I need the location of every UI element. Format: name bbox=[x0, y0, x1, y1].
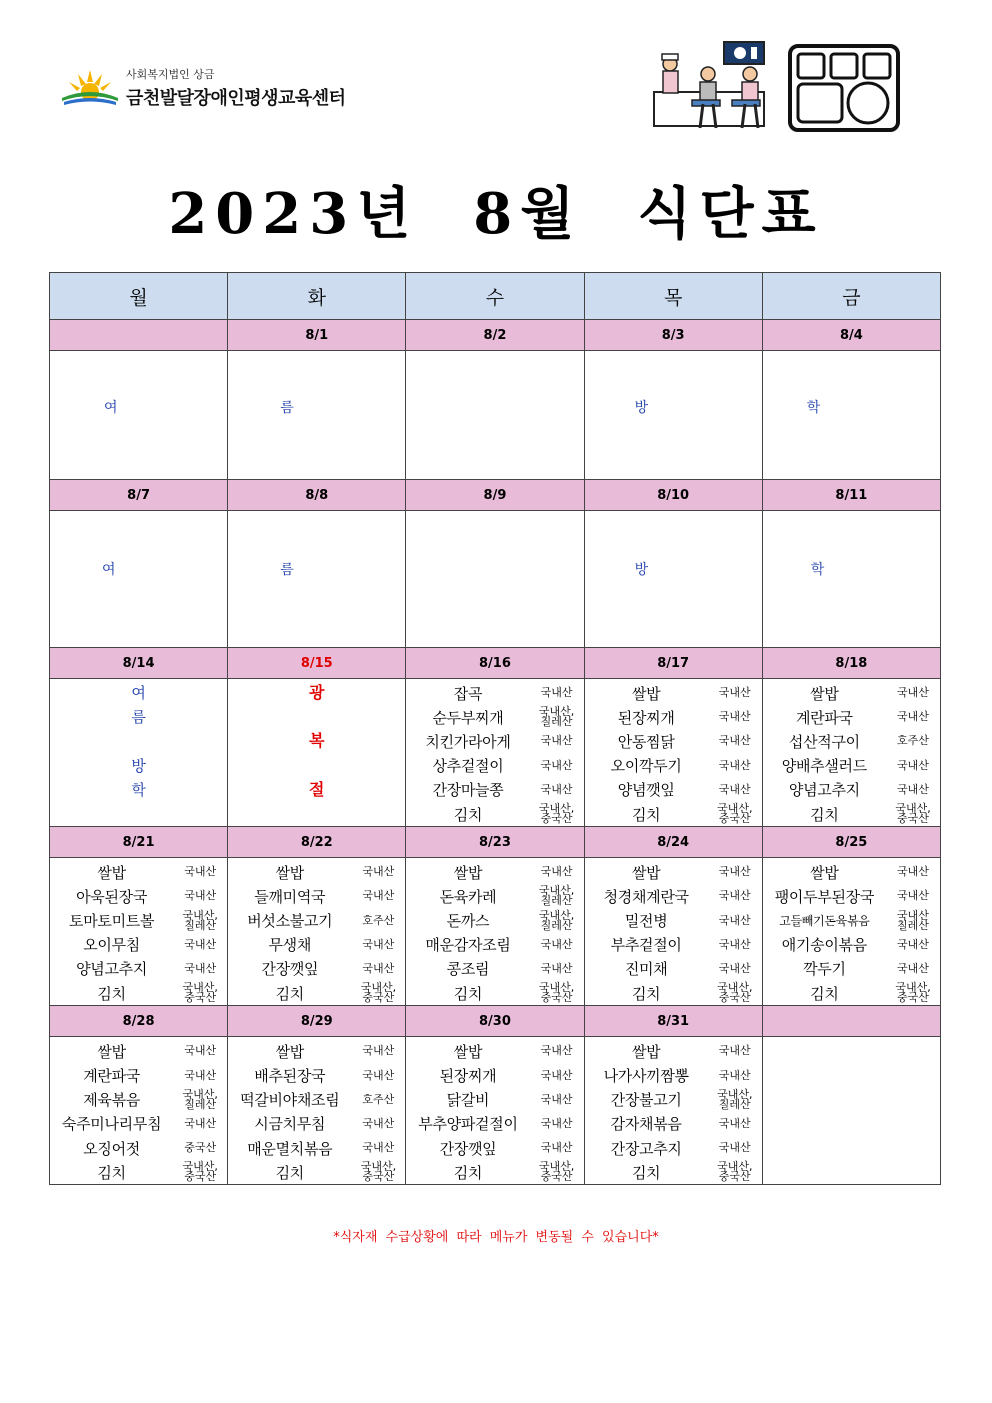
food-name: 쌀밥 bbox=[275, 1042, 304, 1061]
menu-item bbox=[50, 1160, 227, 1184]
food-name: 돈육카레 bbox=[439, 887, 497, 906]
food-name: 김치 bbox=[453, 805, 483, 824]
menu-change-notice: *식자재 수급상황에 따라 메뉴가 변동될 수 있습니다* bbox=[333, 1230, 659, 1245]
food-name: 돈까스 bbox=[446, 912, 490, 931]
origin-label: 국내산 bbox=[184, 1044, 217, 1058]
food-name: 양배추샐러드 bbox=[781, 757, 867, 776]
vacation-char: 학 bbox=[131, 780, 146, 799]
origin-label: 국내산 bbox=[540, 1068, 573, 1082]
menu-item bbox=[50, 981, 227, 1005]
menu-cell bbox=[584, 351, 762, 480]
food-name: 김치 bbox=[810, 984, 839, 1003]
day-header-thu: 목 bbox=[584, 273, 762, 320]
food-name: 김치 bbox=[275, 1163, 304, 1182]
origin-label: 국내산, 중국산 bbox=[717, 981, 753, 1005]
menu-item bbox=[50, 884, 227, 908]
menu-item bbox=[585, 1088, 762, 1112]
food-name: 쌀밥 bbox=[97, 1042, 126, 1061]
vacation-char: 름 bbox=[280, 400, 294, 416]
menu-item bbox=[228, 884, 405, 908]
day-header-fri: 금 bbox=[762, 273, 940, 320]
origin-label: 국내산 bbox=[184, 937, 217, 951]
menu-item bbox=[228, 933, 405, 957]
menu-item bbox=[406, 681, 583, 705]
origin-label: 호주산 bbox=[362, 913, 395, 927]
menu-item bbox=[228, 860, 405, 884]
food-name: 떡갈비야채조림 bbox=[240, 1091, 340, 1110]
vacation-char: 학 bbox=[806, 400, 821, 416]
food-name: 김치 bbox=[97, 1163, 126, 1182]
holiday-char: 복 bbox=[309, 731, 325, 751]
food-name: 김치 bbox=[97, 984, 126, 1003]
menu-item bbox=[406, 754, 583, 778]
menu-item bbox=[406, 909, 583, 933]
origin-label: 국내산, 중국산 bbox=[182, 981, 218, 1005]
menu-cell bbox=[584, 858, 762, 1006]
menu-item bbox=[585, 778, 762, 802]
holiday-char: 절 bbox=[309, 779, 325, 799]
origin-label: 국내산 bbox=[718, 889, 751, 903]
menu-cell bbox=[50, 679, 228, 827]
food-name: 계란파국 bbox=[795, 708, 853, 727]
menu-item bbox=[406, 1112, 583, 1136]
date-cell: 8/3 bbox=[584, 320, 762, 351]
date-cell: 8/11 bbox=[762, 480, 940, 511]
origin-label: 국내산 bbox=[362, 889, 395, 903]
menu-item bbox=[763, 909, 940, 933]
date-cell: 8/29 bbox=[228, 1006, 406, 1037]
menu-item bbox=[406, 1039, 583, 1063]
date-cell: 8/14 bbox=[50, 648, 228, 679]
origin-label: 국내산 bbox=[897, 710, 929, 724]
menu-item bbox=[50, 1063, 227, 1087]
menu-item bbox=[585, 729, 762, 753]
origin-label: 국내산, 중국산 bbox=[895, 981, 931, 1005]
menu-item bbox=[228, 1088, 405, 1112]
menu-item bbox=[228, 1112, 405, 1136]
menu-item bbox=[585, 957, 762, 981]
food-name: 숙주미나리무침 bbox=[61, 1115, 162, 1134]
menu-item bbox=[50, 1039, 227, 1063]
menu-item bbox=[406, 705, 583, 729]
menu-item bbox=[763, 778, 940, 802]
origin-label: 국내산 칠레산 bbox=[897, 908, 929, 932]
menu-cell bbox=[50, 351, 228, 480]
menu-item bbox=[585, 933, 762, 957]
origin-label: 국내산 bbox=[718, 1044, 751, 1058]
origin-label: 국내산 bbox=[718, 710, 751, 724]
menu-item bbox=[406, 1088, 583, 1112]
date-cell: 8/18 bbox=[762, 648, 940, 679]
menu-cell bbox=[762, 1037, 940, 1185]
food-name: 양념고추지 bbox=[76, 960, 148, 979]
food-name: 부추겉절이 bbox=[610, 936, 682, 955]
food-name: 간장고추지 bbox=[610, 1139, 682, 1158]
date-cell: 8/30 bbox=[406, 1006, 584, 1037]
date-cell: 8/4 bbox=[762, 320, 940, 351]
origin-label: 중국산 bbox=[184, 1141, 217, 1155]
menu-item bbox=[585, 909, 762, 933]
date-cell: 8/9 bbox=[406, 480, 584, 511]
menu-cell bbox=[762, 511, 940, 648]
food-name: 아욱된장국 bbox=[76, 887, 148, 906]
origin-label: 국내산 bbox=[718, 1141, 751, 1155]
origin-label: 국내산, 칠레산 bbox=[538, 705, 575, 729]
vacation-char: 방 bbox=[634, 400, 649, 416]
origin-label: 국내산 bbox=[362, 1044, 395, 1058]
menu-item bbox=[228, 957, 405, 981]
food-name: 부추양파겉절이 bbox=[418, 1115, 518, 1134]
menu-item bbox=[406, 802, 583, 826]
menu-item bbox=[50, 1136, 227, 1160]
menu-item bbox=[763, 860, 940, 884]
menu-item bbox=[50, 933, 227, 957]
food-name: 계란파국 bbox=[83, 1067, 140, 1086]
origin-label: 국내산 bbox=[362, 961, 395, 975]
menu-cell bbox=[406, 1037, 584, 1185]
menu-item bbox=[50, 1112, 227, 1136]
origin-label: 국내산, 칠레산 bbox=[182, 908, 218, 932]
date-cell bbox=[50, 320, 228, 351]
date-cell: 8/1 bbox=[228, 320, 406, 351]
menu-cell bbox=[228, 679, 406, 827]
menu-cell bbox=[50, 1037, 228, 1185]
food-name: 버섯소불고기 bbox=[247, 912, 333, 931]
menu-item bbox=[406, 729, 583, 753]
menu-item bbox=[585, 1063, 762, 1087]
menu-item bbox=[763, 802, 940, 826]
holiday-char: 광 bbox=[309, 683, 325, 702]
food-name: 된장찌개 bbox=[617, 708, 675, 727]
food-name: 섭산적구이 bbox=[788, 732, 860, 751]
date-cell: 8/17 bbox=[584, 648, 762, 679]
date-cell: 8/28 bbox=[50, 1006, 228, 1037]
origin-label: 국내산 bbox=[184, 1116, 217, 1130]
origin-label: 국내산 bbox=[362, 1116, 395, 1130]
food-name: 치킨가라아게 bbox=[425, 732, 511, 751]
menu-item bbox=[585, 681, 762, 705]
menu-item bbox=[585, 802, 762, 826]
food-name: 김치 bbox=[631, 984, 661, 1003]
meal-tray-icon bbox=[788, 44, 900, 132]
menu-item bbox=[763, 754, 940, 778]
food-name: 김치 bbox=[631, 1163, 661, 1182]
date-cell: 8/22 bbox=[228, 827, 406, 858]
date-cell: 8/23 bbox=[406, 827, 584, 858]
food-name: 매운감자조림 bbox=[425, 936, 511, 955]
date-cell bbox=[762, 1006, 940, 1037]
origin-label: 국내산, 중국산 bbox=[717, 1160, 753, 1184]
origin-label: 국내산 bbox=[540, 782, 573, 796]
vacation-char: 학 bbox=[810, 562, 825, 578]
menu-item bbox=[585, 860, 762, 884]
menu-cell bbox=[406, 858, 584, 1006]
food-name: 쌀밥 bbox=[453, 863, 483, 882]
menu-item bbox=[763, 705, 940, 729]
menu-item bbox=[763, 957, 940, 981]
food-name: 매운멸치볶음 bbox=[247, 1139, 333, 1158]
origin-label: 국내산 bbox=[184, 961, 217, 975]
origin-label: 국내산 bbox=[718, 913, 751, 927]
origin-label: 국내산 bbox=[897, 865, 929, 879]
food-name: 김치 bbox=[453, 984, 483, 1003]
menu-item bbox=[763, 681, 940, 705]
origin-label: 국내산, 칠레산 bbox=[182, 1087, 218, 1111]
food-name: 간장불고기 bbox=[610, 1091, 682, 1110]
food-name: 양념깻잎 bbox=[617, 781, 675, 800]
origin-label: 국내산 bbox=[540, 865, 573, 879]
origin-label: 국내산 bbox=[184, 1068, 217, 1082]
origin-label: 국내산, 중국산 bbox=[895, 802, 931, 826]
day-header-tue: 화 bbox=[228, 273, 406, 320]
origin-label: 국내산, 중국산 bbox=[360, 1160, 397, 1184]
food-name: 상추겉절이 bbox=[432, 757, 504, 776]
food-name: 콩조림 bbox=[446, 960, 490, 979]
menu-cell bbox=[584, 1037, 762, 1185]
date-cell: 8/25 bbox=[762, 827, 940, 858]
origin-label: 국내산, 중국산 bbox=[182, 1160, 218, 1184]
food-name: 나가사끼짬뽕 bbox=[603, 1067, 689, 1086]
menu-cell bbox=[406, 351, 584, 480]
food-name: 쌀밥 bbox=[275, 863, 304, 882]
origin-label: 국내산, 중국산 bbox=[538, 981, 575, 1005]
menu-cell bbox=[228, 511, 406, 648]
origin-label: 국내산 bbox=[718, 961, 751, 975]
origin-label: 국내산 bbox=[362, 1141, 395, 1155]
food-name: 김치 bbox=[275, 984, 304, 1003]
day-header-mon: 월 bbox=[50, 273, 228, 320]
date-cell: 8/31 bbox=[584, 1006, 762, 1037]
origin-label: 국내산 bbox=[897, 782, 929, 796]
vacation-char: 여 bbox=[131, 684, 146, 702]
menu-cell bbox=[228, 351, 406, 480]
origin-label: 국내산 bbox=[718, 734, 751, 748]
food-name: 간장깻잎 bbox=[439, 1139, 497, 1158]
menu-cell bbox=[50, 858, 228, 1006]
origin-label: 국내산 bbox=[540, 686, 573, 700]
origin-label: 호주산 bbox=[362, 1092, 395, 1106]
origin-label: 국내산 bbox=[540, 1044, 573, 1058]
food-name: 제육볶음 bbox=[83, 1091, 140, 1110]
origin-label: 국내산 bbox=[718, 758, 751, 772]
date-cell: 8/2 bbox=[406, 320, 584, 351]
origin-label: 국내산 bbox=[362, 1068, 395, 1082]
food-name: 진미채 bbox=[624, 960, 668, 979]
menu-item bbox=[228, 1063, 405, 1087]
menu-cell bbox=[762, 351, 940, 480]
origin-label: 국내산 bbox=[184, 865, 217, 879]
food-name: 김치 bbox=[453, 1163, 483, 1182]
menu-item bbox=[763, 729, 940, 753]
origin-label: 국내산 bbox=[897, 889, 929, 903]
food-name: 애기송이볶음 bbox=[781, 936, 867, 955]
origin-label: 국내산, 칠레산 bbox=[538, 884, 575, 908]
menu-cell bbox=[406, 511, 584, 648]
menu-item bbox=[228, 1160, 405, 1184]
menu-item bbox=[228, 1039, 405, 1063]
origin-label: 국내산 bbox=[362, 937, 395, 951]
menu-item bbox=[406, 860, 583, 884]
menu-item bbox=[585, 1112, 762, 1136]
origin-label: 국내산 bbox=[540, 961, 573, 975]
food-name: 김치 bbox=[631, 805, 661, 824]
food-name: 닭갈비 bbox=[446, 1091, 490, 1110]
menu-cell bbox=[50, 511, 228, 648]
origin-label: 국내산 bbox=[540, 734, 573, 748]
food-name: 깍두기 bbox=[803, 960, 846, 979]
sun-logo-icon bbox=[60, 68, 120, 110]
menu-cell bbox=[406, 679, 584, 827]
food-name: 된장찌개 bbox=[439, 1067, 497, 1086]
menu-item bbox=[585, 1136, 762, 1160]
menu-item bbox=[763, 933, 940, 957]
date-cell: 8/8 bbox=[228, 480, 406, 511]
origin-label: 국내산 bbox=[718, 782, 751, 796]
menu-item bbox=[406, 957, 583, 981]
food-name: 배추된장국 bbox=[254, 1067, 326, 1086]
vacation-char: 여 bbox=[102, 562, 116, 578]
menu-item bbox=[585, 1039, 762, 1063]
food-name: 양념고추지 bbox=[788, 781, 860, 800]
vacation-char: 방 bbox=[131, 756, 146, 775]
food-name: 쌀밥 bbox=[97, 863, 126, 882]
date-cell: 8/21 bbox=[50, 827, 228, 858]
food-name: 들깨미역국 bbox=[254, 887, 326, 906]
menu-item bbox=[228, 909, 405, 933]
menu-item bbox=[406, 884, 583, 908]
menu-item bbox=[585, 754, 762, 778]
origin-label: 국내산, 중국산 bbox=[717, 802, 753, 826]
menu-cell bbox=[584, 511, 762, 648]
origin-label: 국내산 bbox=[897, 686, 929, 700]
org-name: 금천발달장애인평생교육센터 bbox=[126, 88, 346, 109]
vacation-char: 름 bbox=[280, 562, 294, 578]
menu-item bbox=[50, 860, 227, 884]
date-cell-holiday: 8/15 bbox=[228, 648, 406, 679]
menu-cell bbox=[762, 858, 940, 1006]
food-name: 순두부찌개 bbox=[432, 708, 504, 727]
food-name: 쌀밥 bbox=[631, 684, 661, 703]
vacation-char: 방 bbox=[634, 562, 649, 578]
food-name: 무생채 bbox=[268, 936, 312, 955]
date-cell: 8/24 bbox=[584, 827, 762, 858]
origin-label: 국내산 bbox=[540, 1092, 573, 1106]
menu-item bbox=[585, 1160, 762, 1184]
origin-label: 국내산, 중국산 bbox=[538, 1160, 575, 1184]
food-name: 토마토미트볼 bbox=[69, 912, 155, 931]
menu-item bbox=[585, 981, 762, 1005]
menu-item bbox=[228, 981, 405, 1005]
menu-item bbox=[50, 957, 227, 981]
food-name: 밀전병 bbox=[624, 912, 668, 931]
origin-label: 호주산 bbox=[897, 734, 929, 748]
menu-item bbox=[406, 981, 583, 1005]
date-cell: 8/16 bbox=[406, 648, 584, 679]
origin-label: 국내산 bbox=[540, 758, 573, 772]
menu-item bbox=[406, 1136, 583, 1160]
food-name: 쌀밥 bbox=[810, 863, 839, 882]
food-name: 간장마늘쫑 bbox=[432, 781, 504, 800]
origin-label: 국내산 bbox=[897, 937, 929, 951]
food-name: 고들빼기돈육볶음 bbox=[779, 914, 870, 929]
origin-label: 국내산 bbox=[897, 961, 929, 975]
cafeteria-illustration-icon bbox=[652, 40, 772, 132]
origin-label: 국내산 bbox=[718, 937, 751, 951]
origin-label: 국내산 bbox=[540, 1116, 573, 1130]
menu-item bbox=[406, 778, 583, 802]
vacation-char: 여 bbox=[104, 400, 118, 416]
date-cell: 8/7 bbox=[50, 480, 228, 511]
food-name: 김치 bbox=[810, 805, 839, 824]
menu-cell bbox=[228, 1037, 406, 1185]
menu-item bbox=[763, 884, 940, 908]
food-name: 오징어젓 bbox=[83, 1139, 140, 1158]
vacation-char: 름 bbox=[131, 708, 146, 727]
menu-item bbox=[406, 1063, 583, 1087]
food-name: 간장깻잎 bbox=[261, 960, 319, 979]
meal-calendar-table bbox=[49, 272, 941, 1185]
menu-item bbox=[50, 909, 227, 933]
origin-label: 국내산 bbox=[718, 686, 751, 700]
date-cell: 8/10 bbox=[584, 480, 762, 511]
org-subtitle: 사회복지법인 상금 bbox=[126, 68, 215, 81]
food-name: 쌀밥 bbox=[631, 1042, 661, 1061]
food-name: 팽이두부된장국 bbox=[774, 887, 875, 906]
origin-label: 국내산 bbox=[718, 1068, 751, 1082]
origin-label: 국내산 bbox=[540, 1141, 573, 1155]
menu-item bbox=[228, 1136, 405, 1160]
food-name: 잡곡 bbox=[453, 684, 483, 703]
menu-cell bbox=[762, 679, 940, 827]
menu-cell bbox=[584, 679, 762, 827]
food-name: 청경채계란국 bbox=[603, 887, 689, 906]
origin-label: 국내산 bbox=[718, 865, 751, 879]
menu-item bbox=[763, 981, 940, 1005]
origin-label: 국내산, 칠레산 bbox=[538, 908, 575, 932]
origin-label: 국내산 bbox=[718, 1116, 751, 1130]
menu-item bbox=[406, 1160, 583, 1184]
page-title: 2023년 8월 식단표 bbox=[168, 181, 824, 247]
food-name: 오이깍두기 bbox=[610, 757, 682, 776]
menu-item bbox=[406, 933, 583, 957]
menu-item bbox=[585, 705, 762, 729]
menu-item bbox=[585, 884, 762, 908]
food-name: 감자채볶음 bbox=[610, 1115, 682, 1134]
origin-label: 국내산 bbox=[540, 937, 573, 951]
food-name: 쌀밥 bbox=[631, 863, 661, 882]
day-header-wed: 수 bbox=[406, 273, 584, 320]
menu-item bbox=[50, 1088, 227, 1112]
origin-label: 국내산 bbox=[362, 865, 395, 879]
origin-label: 국내산, 중국산 bbox=[360, 981, 397, 1005]
menu-cell bbox=[228, 858, 406, 1006]
food-name: 안동찜닭 bbox=[617, 732, 675, 751]
origin-label: 국내산, 칠레산 bbox=[717, 1087, 753, 1111]
food-name: 시금치무침 bbox=[254, 1115, 326, 1134]
food-name: 쌀밥 bbox=[453, 1042, 483, 1061]
food-name: 오이무침 bbox=[83, 936, 140, 955]
origin-label: 국내산 bbox=[184, 889, 217, 903]
origin-label: 국내산, 중국산 bbox=[538, 802, 575, 826]
food-name: 쌀밥 bbox=[810, 684, 839, 703]
center-logo bbox=[60, 64, 400, 114]
origin-label: 국내산 bbox=[897, 758, 929, 772]
